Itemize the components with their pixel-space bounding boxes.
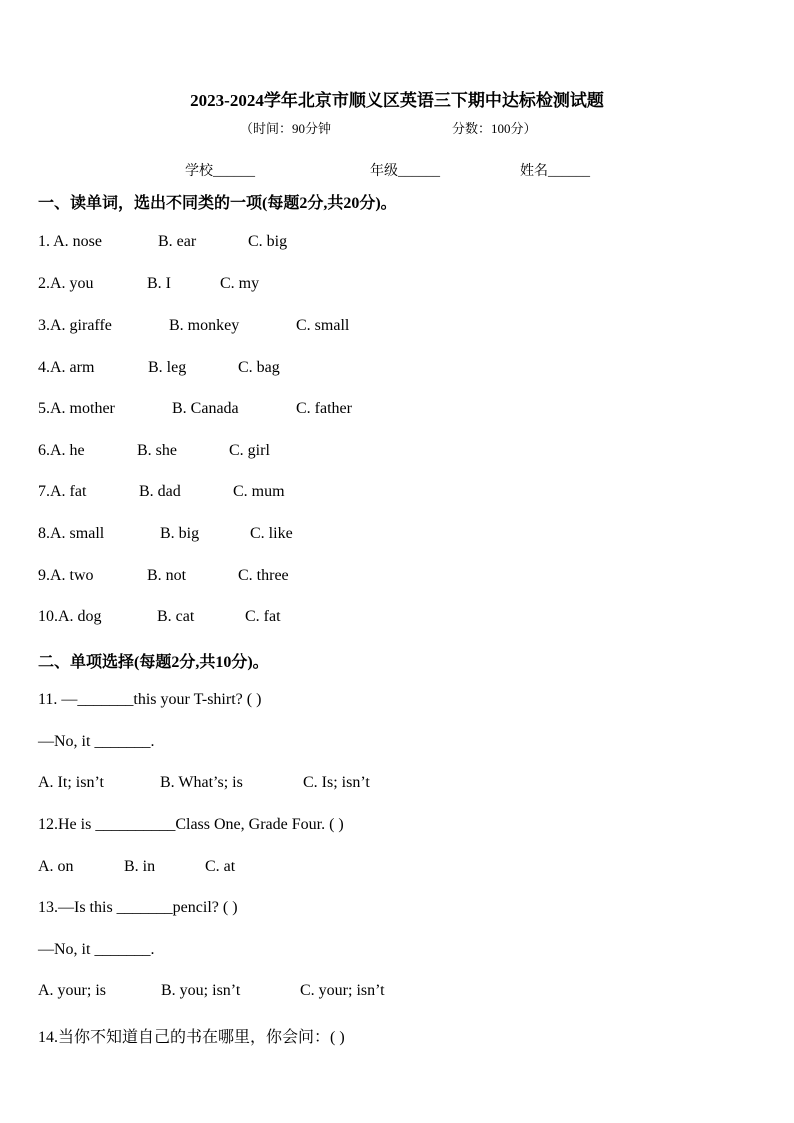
question-1-a: 1. A. nose: [38, 233, 102, 250]
section-1-heading: 一、读单词，选出不同类的一项(每题2分,共20分)。: [38, 195, 397, 212]
question-1-c: C. big: [248, 233, 288, 250]
question-12-b: B. in: [124, 858, 156, 875]
question-4-a: 4.A. arm: [38, 359, 95, 376]
question-11-a: A. It; isn’t: [38, 774, 104, 791]
question-13-b: B. you; isn’t: [161, 982, 241, 999]
question-6-c: C. girl: [229, 442, 270, 459]
question-11-c: C. Is; isn’t: [303, 774, 370, 791]
question-12-stem: 12.He is __________Class One, Grade Four. ( ): [38, 816, 344, 833]
question-12-a: A. on: [38, 858, 74, 875]
question-8-a: 8.A. small: [38, 525, 105, 542]
question-8-b: B. big: [160, 525, 200, 542]
grade-field: 年级______: [370, 164, 440, 179]
question-9-c: C. three: [238, 567, 289, 584]
question-2-a: 2.A. you: [38, 275, 94, 292]
question-3-a: 3.A. giraffe: [38, 317, 112, 334]
question-2-b: B. I: [147, 275, 171, 292]
question-2-c: C. my: [220, 275, 260, 292]
question-5-b: B. Canada: [172, 400, 239, 417]
question-11-reply: —No, it _______.: [38, 733, 155, 750]
question-12-c: C. at: [205, 858, 236, 875]
question-10-a: 10.A. dog: [38, 608, 102, 625]
question-7-b: B. dad: [139, 483, 181, 500]
question-6-b: B. she: [137, 442, 177, 459]
question-13-reply: —No, it _______.: [38, 941, 155, 958]
exam-time: （时间：90分钟: [240, 121, 332, 136]
name-field: 姓名______: [520, 164, 590, 179]
question-5-c: C. father: [296, 400, 352, 417]
question-1-b: B. ear: [158, 233, 197, 250]
question-10-c: C. fat: [245, 608, 281, 625]
question-11-stem: 11. —_______this your T-shirt? ( ): [38, 691, 262, 708]
question-10-b: B. cat: [157, 608, 195, 625]
question-3-c: C. small: [296, 317, 350, 334]
question-6-a: 6.A. he: [38, 442, 85, 459]
question-4-c: C. bag: [238, 359, 280, 376]
question-14-stem: 14.当你不知道自己的书在哪里，你会问：( ): [38, 1029, 345, 1046]
exam-score: 分数：100分）: [452, 121, 537, 136]
question-13-a: A. your; is: [38, 982, 106, 999]
section-2-heading: 二、单项选择(每题2分,共10分)。: [38, 654, 269, 671]
question-9-a: 9.A. two: [38, 567, 94, 584]
question-11-b: B. What’s; is: [160, 774, 243, 791]
question-13-c: C. your; isn’t: [300, 982, 385, 999]
question-7-a: 7.A. fat: [38, 483, 87, 500]
question-9-b: B. not: [147, 567, 187, 584]
school-field: 学校______: [185, 164, 255, 179]
question-13-stem: 13.—Is this _______pencil? ( ): [38, 899, 238, 916]
question-7-c: C. mum: [233, 483, 285, 500]
question-5-a: 5.A. mother: [38, 400, 115, 417]
page-title: 2023-2024学年北京市顺义区英语三下期中达标检测试题: [190, 91, 604, 110]
question-4-b: B. leg: [148, 359, 187, 376]
question-8-c: C. like: [250, 525, 293, 542]
question-3-b: B. monkey: [169, 317, 240, 334]
